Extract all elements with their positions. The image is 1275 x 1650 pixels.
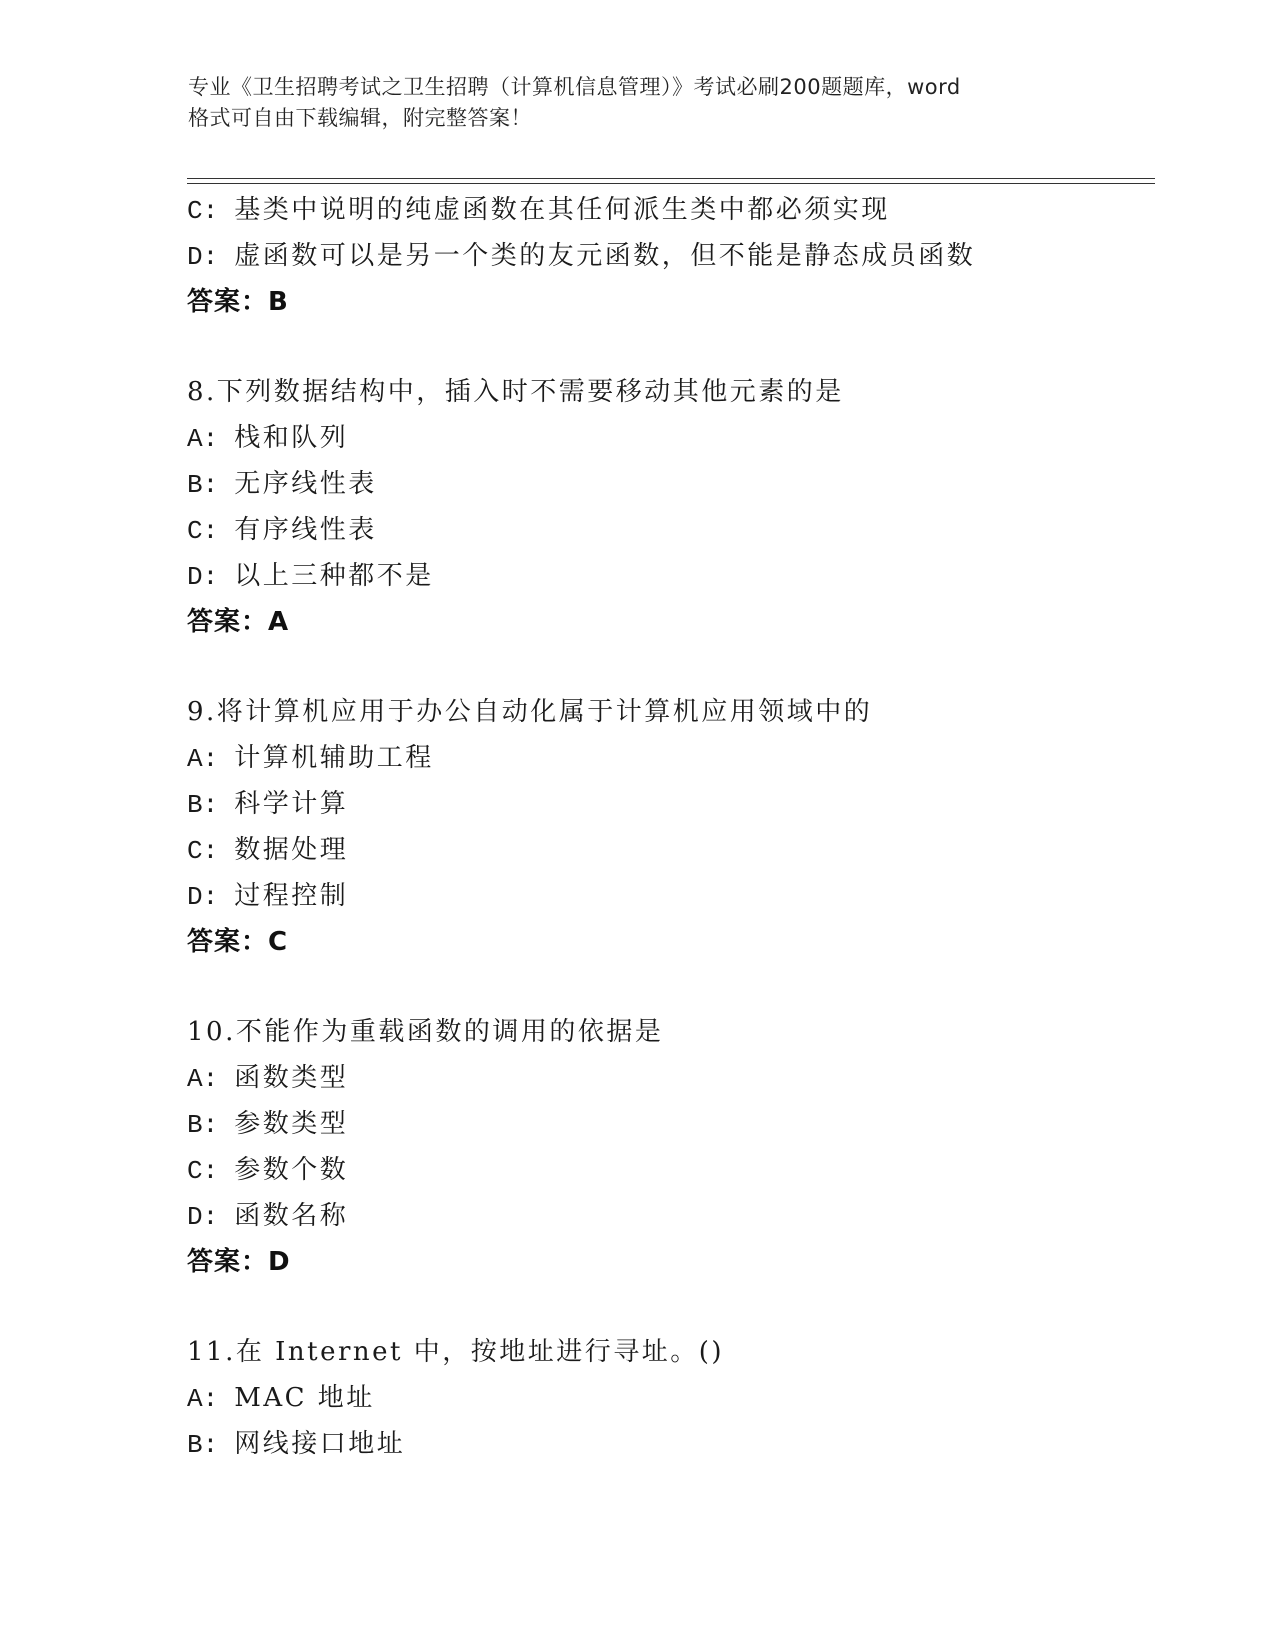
question-block [187, 369, 1167, 645]
option-text: 无序线性表 [234, 469, 377, 499]
option-line [187, 827, 1167, 873]
option-label: B: [187, 1430, 219, 1460]
option-line [187, 1193, 1167, 1239]
option-line [187, 233, 1167, 279]
option-line [187, 415, 1167, 461]
answer-line: 答案：C [187, 927, 289, 957]
option-line [187, 1375, 1167, 1421]
block-spacer [187, 965, 1167, 1009]
option-line [187, 735, 1167, 781]
option-text: 计算机辅助工程 [234, 743, 434, 773]
option-label: D: [187, 1202, 219, 1232]
option-line [187, 1147, 1167, 1193]
block-spacer [187, 325, 1167, 369]
answer-line: 答案：B [187, 287, 289, 317]
option-text: 科学计算 [234, 789, 349, 819]
header-rule-bottom [187, 183, 1155, 184]
question-block [187, 689, 1167, 965]
question-text: 11.在 Internet 中，按地址进行寻址。() [187, 1337, 725, 1367]
option-text: 函数名称 [234, 1201, 349, 1231]
option-line [187, 553, 1167, 599]
option-line [187, 781, 1167, 827]
question-text: 8.下列数据结构中，插入时不需要移动其他元素的是 [187, 377, 844, 407]
option-line [187, 461, 1167, 507]
option-text: 参数个数 [234, 1155, 349, 1185]
header-rule-top [187, 178, 1155, 179]
question-text: 9.将计算机应用于办公自动化属于计算机应用领域中的 [187, 697, 873, 727]
header-line-2: 格式可自由下载编辑，附完整答案！ [188, 106, 532, 130]
option-line [187, 1101, 1167, 1147]
document-header [188, 72, 1088, 134]
option-label: A: [187, 1384, 219, 1414]
header-line-1: 专业《卫生招聘考试之卫生招聘（计算机信息管理）》考试必刷200题题库，word [188, 75, 961, 99]
option-line [187, 1055, 1167, 1101]
option-text: 基类中说明的纯虚函数在其任何派生类中都必须实现 [234, 195, 890, 225]
option-label: C: [187, 836, 219, 866]
option-label: C: [187, 516, 219, 546]
question-text: 10.不能作为重载函数的调用的依据是 [187, 1017, 664, 1047]
option-line [187, 1421, 1167, 1467]
option-line [187, 187, 1167, 233]
option-text: 以上三种都不是 [234, 561, 434, 591]
option-text: 数据处理 [234, 835, 349, 865]
block-spacer [187, 1285, 1167, 1329]
option-label: B: [187, 1110, 219, 1140]
option-text: 网线接口地址 [234, 1429, 406, 1459]
option-label: C: [187, 1156, 219, 1186]
option-label: D: [187, 562, 219, 592]
option-text: 函数类型 [234, 1063, 349, 1093]
option-label: C: [187, 196, 219, 226]
option-label: A: [187, 424, 219, 454]
question-list [187, 187, 1167, 1467]
option-text: MAC 地址 [234, 1383, 375, 1413]
option-line [187, 507, 1167, 553]
option-label: D: [187, 882, 219, 912]
option-text: 过程控制 [234, 881, 349, 911]
answer-line: 答案：D [187, 1247, 291, 1277]
answer-line: 答案：A [187, 607, 290, 637]
option-label: A: [187, 744, 219, 774]
option-text: 虚函数可以是另一个类的友元函数，但不能是静态成员函数 [234, 241, 976, 271]
option-text: 有序线性表 [234, 515, 377, 545]
option-text: 栈和队列 [234, 423, 349, 453]
option-label: B: [187, 790, 219, 820]
question-block [187, 1329, 1167, 1467]
block-spacer [187, 645, 1167, 689]
option-label: B: [187, 470, 219, 500]
option-label: D: [187, 242, 219, 272]
option-text: 参数类型 [234, 1109, 349, 1139]
question-block [187, 187, 1167, 325]
option-label: A: [187, 1064, 219, 1094]
option-line [187, 873, 1167, 919]
question-block [187, 1009, 1167, 1285]
